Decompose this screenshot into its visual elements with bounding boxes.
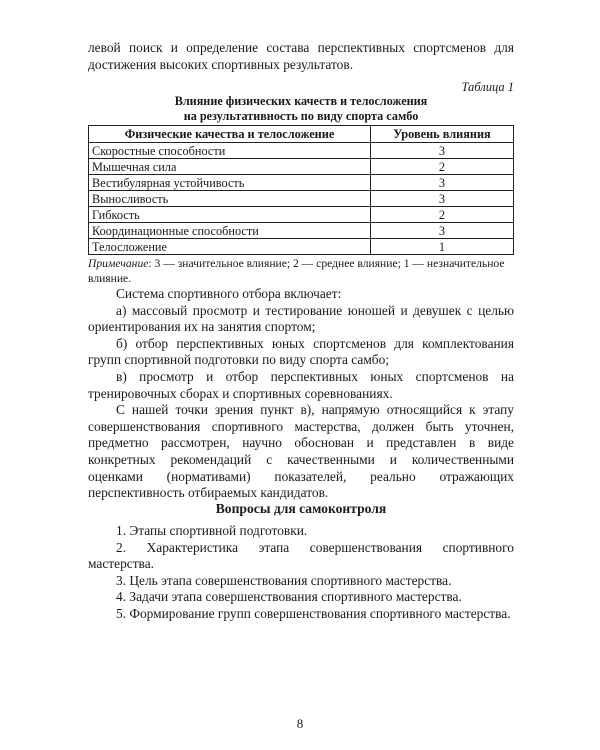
quality-cell: Мышечная сила	[89, 159, 371, 175]
quality-cell: Вестибулярная устойчивость	[89, 175, 371, 191]
question-item: 3. Цель этапа совершенствования спортивного мастерства.	[116, 572, 452, 588]
body-paragraph: С нашей точки зрения пункт в), напрямую относящийся к этапу совершенствования спортивного мастерства, должен быть уточнен, предметно рассмотрен, научно обоснован и представлен в виде конкретных рекомендаций с качественными и количественными оценками (нормативами) показателей, реально отражающих перспективность отбираемых кандидатов.	[88, 402, 514, 501]
quality-cell: Скоростные способности	[89, 143, 371, 159]
table-row	[89, 239, 514, 255]
intro-text: левой поиск и определение состава перспективных спортсменов для достижения высоких спортивных результатов.	[88, 40, 514, 72]
body-paragraph: Система спортивного отбора включает:	[116, 286, 342, 301]
table-row	[89, 143, 514, 159]
question-item: 1. Этапы спортивной подготовки.	[116, 523, 308, 538]
level-cell: 2	[371, 207, 514, 223]
influence-table	[88, 125, 514, 255]
body-paragraph: а) массовый просмотр и тестирование юношей и девушек с целью ориентирования их на занятия спортом;	[88, 302, 514, 335]
level-cell: 3	[371, 191, 514, 207]
questions-heading: Вопросы для самоконтроля	[215, 501, 387, 516]
table-number: Таблица 1	[461, 80, 514, 94]
level-cell: 1	[371, 239, 514, 255]
quality-cell: Гибкость	[89, 207, 371, 223]
quality-cell: Выносливость	[89, 191, 371, 207]
table-title-line-1: Влияние физических качеств и телосложения	[174, 94, 428, 108]
table-note	[88, 257, 514, 286]
table-row	[89, 191, 514, 207]
table-row	[89, 175, 514, 191]
body-paragraph: б) отбор перспективных юных спортсменов для комплектования групп спортивной подготовки по виду спорта самбо;	[88, 335, 514, 368]
header-level: Уровень влияния	[371, 126, 514, 143]
header-quality: Физические качества и телосложение	[89, 126, 371, 143]
table-title	[88, 94, 514, 124]
level-cell: 3	[371, 143, 514, 159]
question-item: 5. Формирование групп совершенствования спортивного мастерства.	[116, 605, 511, 621]
body-paragraph: в) просмотр и отбор перспективных юных спортсменов на тренировочных сборах и спортивных соревнованиях.	[88, 368, 514, 401]
level-cell: 3	[371, 223, 514, 239]
table-row	[89, 223, 514, 239]
note-label: Примечание	[88, 257, 149, 270]
page-number: 8	[296, 716, 304, 731]
body-text	[88, 286, 514, 502]
table-row	[89, 159, 514, 175]
level-cell: 3	[371, 175, 514, 191]
table-title-line-2: на результативность по виду спорта самбо	[183, 109, 419, 123]
intro-paragraph	[88, 40, 514, 73]
table-header-row	[89, 126, 514, 143]
table-row	[89, 207, 514, 223]
question-item: 2. Характеристика этапа совершенствования спортивного мастерства.	[88, 539, 514, 572]
level-cell: 2	[371, 159, 514, 175]
quality-cell: Координационные способности	[89, 223, 371, 239]
questions-list	[88, 523, 514, 623]
question-item: 4. Задачи этапа совершенствования спортивного мастерства.	[116, 589, 462, 605]
quality-cell: Телосложение	[89, 239, 371, 255]
note-text: : 3 — значительное влияние; 2 — среднее влияние; 1 — незначительное влияние.	[88, 257, 505, 285]
